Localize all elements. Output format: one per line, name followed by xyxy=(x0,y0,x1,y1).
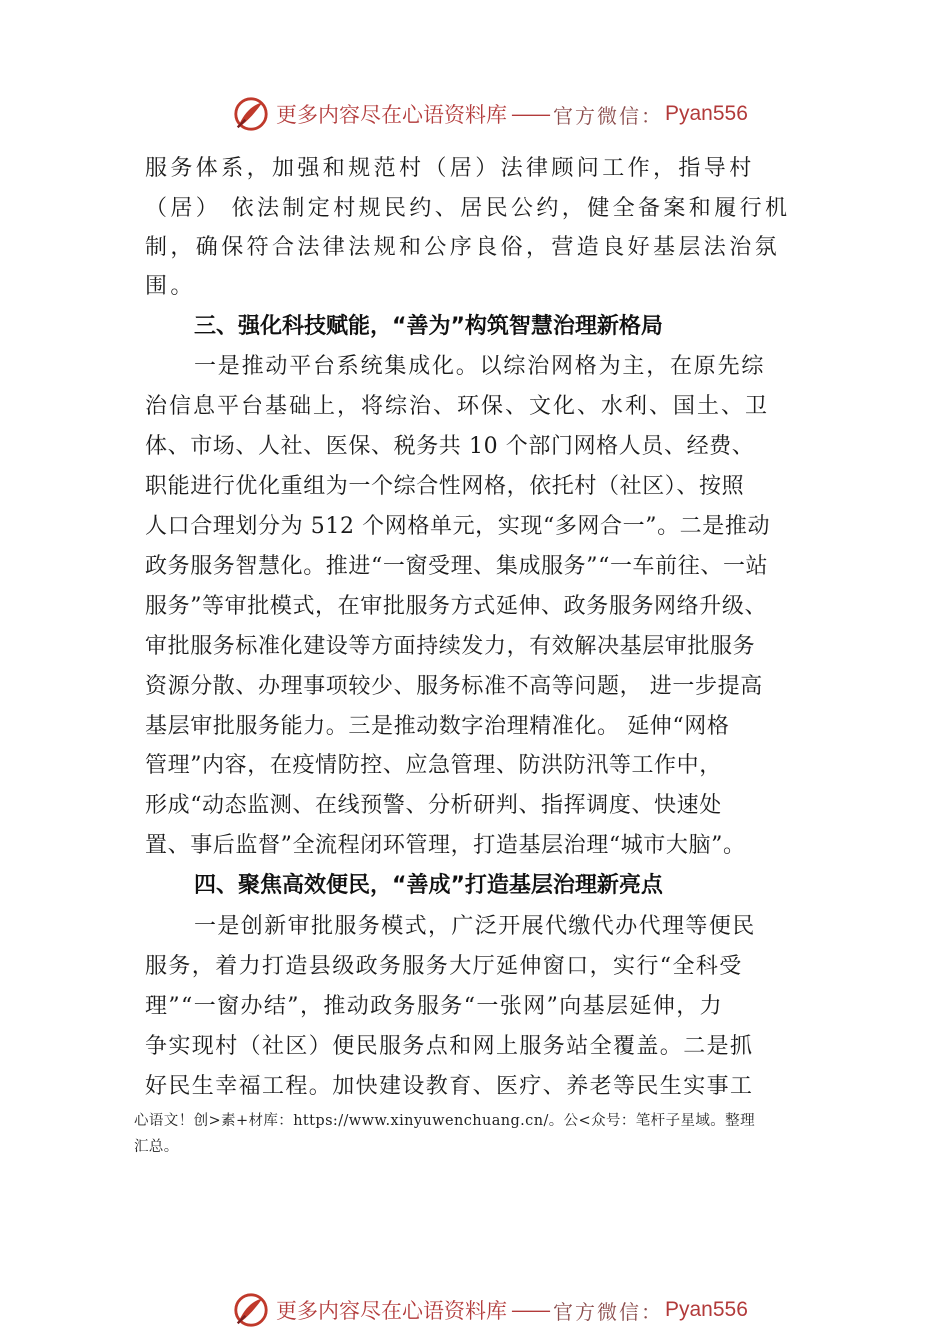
banner-wechat-label: 官方微信： xyxy=(553,103,663,128)
body-line: 人口合理划分为 512 个网格单元，实现“多网合一”。二是推动 xyxy=(145,514,771,539)
body-line: 置、事后监督”全流程闭环管理，打造基层治理“城市大脑”。 xyxy=(145,833,746,858)
banner-wechat-id: Pyan556 xyxy=(665,1298,748,1321)
body-line: （居） 依法制定村规民约、居民公约，健全备案和履行机 xyxy=(145,196,791,221)
brand-logo-icon xyxy=(232,1291,270,1329)
brand-logo-icon xyxy=(232,95,270,133)
body-line: 理”“一窗办结”，推动政务服务“一张网”向基层延伸，力 xyxy=(145,994,724,1019)
body-line: 体、市场、人社、医保、税务共 10 个部门网格人员、经费、 xyxy=(145,434,755,459)
body-line: 服务”等审批模式，在审批服务方式延伸、政务服务网络升级、 xyxy=(145,594,768,619)
banner-title: 更多内容尽在心语资料库 xyxy=(276,1299,507,1323)
body-line: 形成“动态监测、在线预警、分析研判、指挥调度、快速处 xyxy=(145,793,722,818)
body-line: 治信息平台基础上，将综治、环保、文化、水利、国土、卫 xyxy=(145,394,770,419)
body-line: 围。 xyxy=(145,274,196,299)
banner-wechat-label: 官方微信： xyxy=(553,1299,663,1324)
section-heading: 三、强化科技赋能，“善为”构筑智慧治理新格局 xyxy=(194,314,663,339)
body-line: 资源分散、办理事项较少、服务标准不高等问题， 进一步提高 xyxy=(145,674,763,699)
header-banner xyxy=(232,94,748,134)
footer-note-line: 心语文！创>素+材库：https://www.xinyuwenchuang.cn/。公<众号：笔杆子星域。整理 xyxy=(134,1113,755,1129)
body-line: 一是创新审批服务模式，广泛开展代缴代办代理等便民 xyxy=(194,914,756,939)
body-line: 制，确保符合法律法规和公序良俗，营造良好基层法治氛 xyxy=(145,235,781,260)
banner-separator: —— xyxy=(511,102,549,126)
footer-note-line: 汇总。 xyxy=(134,1139,179,1155)
body-line: 审批服务标准化建设等方面持续发力，有效解决基层审批服务 xyxy=(145,634,756,659)
body-line: 管理”内容，在疫情防控、应急管理、防洪防汛等工作中， xyxy=(145,753,722,778)
body-line: 服务，着力打造县级政务服务大厅延伸窗口，实行“全科受 xyxy=(145,954,743,979)
body-line: 争实现村（社区）便民服务点和网上服务站全覆盖。二是抓 xyxy=(145,1034,754,1059)
footer-banner xyxy=(232,1290,748,1330)
body-line: 好民生幸福工程。加快建设教育、医疗、养老等民生实事工 xyxy=(145,1074,754,1099)
body-line: 服务体系，加强和规范村（居）法律顾问工作，指导村 xyxy=(145,156,755,181)
body-line: 政务服务智慧化。推进“一窗受理、集成服务”“一车前往、一站 xyxy=(145,554,769,579)
body-line: 基层审批服务能力。三是推动数字治理精准化。 延伸“网格 xyxy=(145,714,730,739)
banner-wechat-id: Pyan556 xyxy=(665,102,748,125)
banner-separator: —— xyxy=(511,1298,549,1322)
body-line: 一是推动平台系统集成化。以综治网格为主，在原先综 xyxy=(194,354,766,379)
banner-title: 更多内容尽在心语资料库 xyxy=(276,103,507,127)
section-heading: 四、聚焦高效便民，“善成”打造基层治理新亮点 xyxy=(194,873,663,898)
body-line: 职能进行优化重组为一个综合性网格，依托村（社区）、按照 xyxy=(145,474,745,499)
